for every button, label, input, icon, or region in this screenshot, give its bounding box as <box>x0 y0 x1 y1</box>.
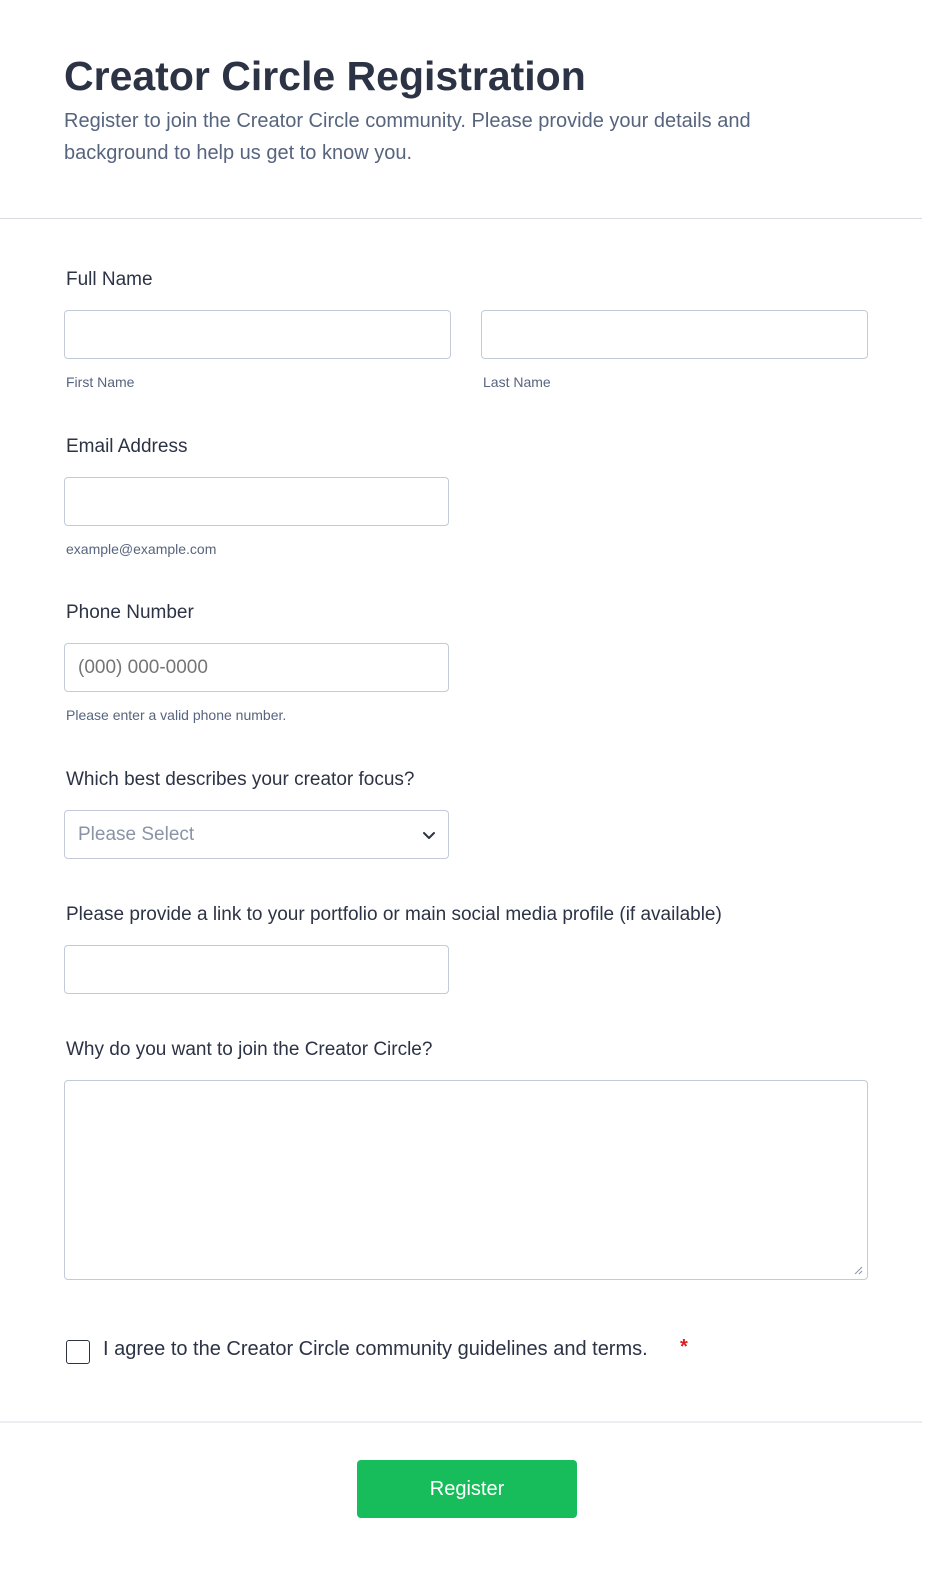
first-name-sublabel: First Name <box>66 374 135 390</box>
page-title: Creator Circle Registration <box>64 53 586 99</box>
last-name-sublabel: Last Name <box>483 374 551 390</box>
footer-divider <box>0 1421 922 1423</box>
resize-handle-icon[interactable] <box>854 1266 863 1275</box>
last-name-input[interactable] <box>481 310 868 359</box>
full-name-label: Full Name <box>66 269 153 290</box>
agree-label: I agree to the Creator Circle community guidelines and terms. <box>103 1338 648 1360</box>
page-subtitle: Register to join the Creator Circle community. Please provide your details and background to help us get to know you. <box>64 110 751 164</box>
chevron-down-icon <box>422 828 436 842</box>
form-header <box>0 0 922 218</box>
register-button[interactable]: Register <box>357 1460 577 1518</box>
focus-select-value: Please Select <box>78 824 195 845</box>
first-name-input[interactable] <box>64 310 451 359</box>
phone-label: Phone Number <box>66 602 194 623</box>
required-mark: * <box>680 1336 688 1358</box>
focus-select[interactable] <box>64 810 449 859</box>
phone-input[interactable] <box>64 643 449 692</box>
email-input[interactable] <box>64 477 449 526</box>
agree-checkbox[interactable] <box>66 1340 90 1364</box>
portfolio-input[interactable] <box>64 945 449 994</box>
email-label: Email Address <box>66 436 188 457</box>
header-divider <box>0 218 922 219</box>
why-join-label: Why do you want to join the Creator Circle? <box>66 1039 433 1060</box>
email-sublabel: example@example.com <box>66 541 217 557</box>
focus-label: Which best describes your creator focus? <box>66 769 415 790</box>
why-join-textarea[interactable] <box>64 1080 868 1280</box>
phone-sublabel: Please enter a valid phone number. <box>66 707 287 723</box>
portfolio-label: Please provide a link to your portfolio or main social media profile (if available) <box>66 904 722 925</box>
